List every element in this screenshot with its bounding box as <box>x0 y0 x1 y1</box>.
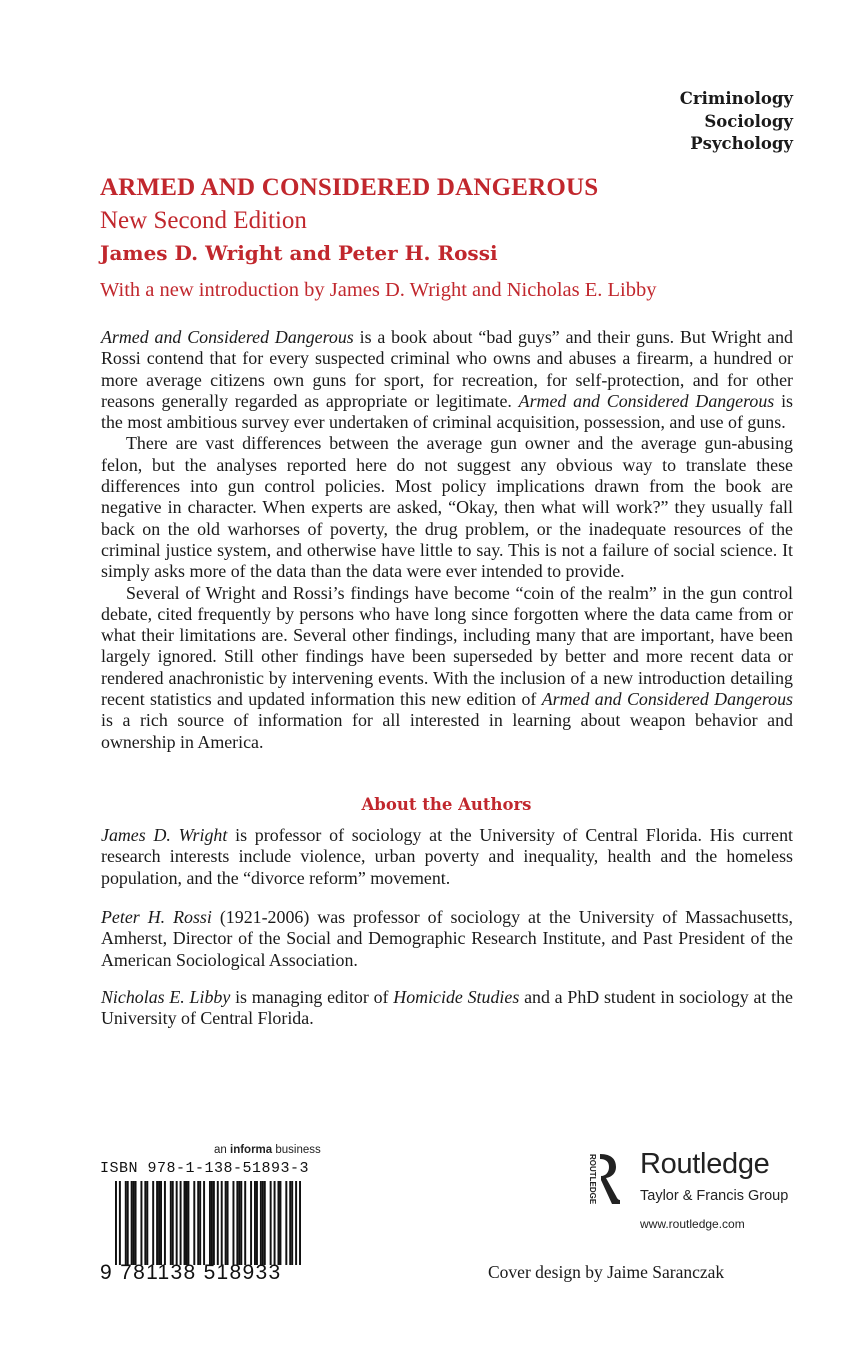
barcode-bar <box>264 1181 266 1265</box>
barcode-bar <box>236 1181 238 1265</box>
barcode-bar <box>278 1181 280 1265</box>
barcode-bar <box>158 1181 160 1265</box>
barcode-bar <box>211 1181 213 1265</box>
barcode-bar <box>238 1181 240 1265</box>
barcode-bar <box>289 1181 291 1265</box>
barcode-bar <box>203 1181 205 1265</box>
barcode-bar <box>232 1181 234 1265</box>
barcode-bar <box>156 1181 158 1265</box>
barcode-bar <box>160 1181 162 1265</box>
barcode-bar <box>213 1181 215 1265</box>
barcode-bar <box>127 1181 129 1265</box>
subject-label: Criminology <box>679 89 793 108</box>
informa-business-tag: an informa business <box>214 1144 321 1156</box>
title-reference: Armed and Considered Dangerous <box>541 689 794 710</box>
author-name: Nicholas E. Libby <box>101 987 231 1007</box>
publisher-name: Routledge <box>640 1148 770 1180</box>
barcode-bar <box>164 1181 166 1265</box>
routledge-logo-icon <box>582 1150 622 1208</box>
barcode-bar <box>176 1181 178 1265</box>
barcode-bar <box>225 1181 227 1265</box>
description-paragraph: There are vast differences between the average gun owner and the average gun-abusing felon, but the analyses reported here do not suggest any obvious way to translate these differences into gun control policies. Most policy implications drawn from the book are negative in character. When experts are asked, “Okay, then what will work?” they usually fall back on the old warhorses of poverty, the drug problem, or the inadequate resources of the criminal justice system, and otherwise have little to say. This is not a failure of social science. It simply asks more of the data than the data were ever intended to provide. <box>101 433 793 582</box>
barcode-bar <box>217 1181 219 1265</box>
barcode-bar <box>172 1181 174 1265</box>
barcode-bar <box>291 1181 293 1265</box>
barcode-bar <box>274 1181 276 1265</box>
barcode-bar <box>262 1181 264 1265</box>
author-name: Peter H. Rossi <box>101 907 212 927</box>
book-authors: James D. Wright and Peter H. Rossi <box>100 241 498 265</box>
barcode-bar <box>279 1181 281 1265</box>
barcode-bar <box>140 1181 142 1265</box>
barcode-bar <box>221 1181 223 1265</box>
book-description <box>101 327 793 753</box>
journal-title: Homicide Studies <box>393 987 520 1007</box>
barcode-bar <box>256 1181 258 1265</box>
barcode-bar <box>240 1181 242 1265</box>
barcode-digits: 9 781138 518933 <box>100 1261 282 1284</box>
barcode-bar <box>299 1181 301 1265</box>
barcode-bar <box>152 1181 154 1265</box>
barcode-bar <box>125 1181 127 1265</box>
barcode-bar <box>227 1181 229 1265</box>
publisher-group: Taylor & Francis Group <box>640 1188 789 1204</box>
barcode-bar <box>119 1181 121 1265</box>
barcode-bar <box>135 1181 137 1265</box>
barcode-bar <box>193 1181 195 1265</box>
barcode-bar <box>170 1181 172 1265</box>
barcode-bar <box>131 1181 133 1265</box>
barcode-bar <box>209 1181 211 1265</box>
description-paragraph: Armed and Considered Dangerous is a book about “bad guys” and their guns. But Wright and Rossi contend that for every suspected criminal who owns and abuses a firearm, a hundred or more average citizens own guns for sport, for recreation, for self-protection, and for other reasons generally regarded as appropriate or legitimate. Armed and Considered Dangerous is the most ambitious survey ever undertaken of criminal acquisition, possession, and use of guns. <box>101 327 794 433</box>
introduction-credit: With a new introduction by James D. Wright and Nicholas E. Libby <box>100 279 657 301</box>
author-name: James D. Wright <box>101 825 228 845</box>
barcode-bar <box>180 1181 182 1265</box>
barcode-bar <box>250 1181 252 1265</box>
subject-categories <box>680 88 793 156</box>
barcode-bar <box>254 1181 256 1265</box>
isbn-number: ISBN 978-1-138-51893-3 <box>100 1160 310 1177</box>
barcode-bar <box>184 1181 186 1265</box>
barcode-bar <box>133 1181 135 1265</box>
cover-design-credit: Cover design by Jaime Saranczak <box>488 1262 725 1282</box>
barcode <box>115 1181 301 1265</box>
description-paragraph: Several of Wright and Rossi’s findings have become “coin of the realm” in the gun control debate, cited frequently by persons who have long since forgotten where the data came from or what their limitations are. Several other findings, including many that are important, have been largely ignored. Still other findings have been superseded by better and more recent data or rendered anachronistic by intervening events. With the inclusion of a new introduction detailing recent statistics and updated information this new edition of Armed and Considered Dangerous is a rich source of information for all interested in learning about weapon behavior and ownership in America. <box>101 582 794 752</box>
subject-label: Psychology <box>690 134 793 153</box>
title-reference: Armed and Considered Dangerous <box>101 327 354 347</box>
author-bio-wright: James D. Wright is professor of sociology at the University of Central Florida. His current research interests include violence, urban poverty and inequality, health and the homeless population, and the “divorce reform” movement. <box>101 825 793 888</box>
subject-label: Sociology <box>704 111 793 131</box>
author-bio-libby: Nicholas E. Libby is managing editor of Homicide Studies and a PhD student in sociology at the University of Central Florida. <box>101 987 793 1029</box>
barcode-bar <box>144 1181 146 1265</box>
barcode-bar <box>285 1181 287 1265</box>
edition-label: New Second Edition <box>100 207 307 234</box>
barcode-bar <box>197 1181 199 1265</box>
barcode-bar <box>270 1181 272 1265</box>
about-authors-heading: About the Authors <box>361 795 532 814</box>
barcode-bar <box>146 1181 148 1265</box>
publisher-url: www.routledge.com <box>640 1217 745 1231</box>
svg-text:ROUTLEDGE: ROUTLEDGE <box>588 1154 597 1205</box>
barcode-bar <box>187 1181 189 1265</box>
title-reference: Armed and Considered Dangerous <box>518 390 775 411</box>
barcode-bar <box>199 1181 201 1265</box>
barcode-bar <box>244 1181 246 1265</box>
author-bio-rossi: Peter H. Rossi (1921-2006) was professor of sociology at the University of Massachusetts, Amherst, Director of the Social and Demographic Research Institute, and Past President of the American Sociological Association. <box>101 907 793 970</box>
barcode-bar <box>185 1181 187 1265</box>
barcode-bar <box>295 1181 297 1265</box>
barcode-bar <box>115 1181 117 1265</box>
book-title: ARMED AND CONSIDERED DANGEROUS <box>100 174 599 201</box>
barcode-bar <box>260 1181 262 1265</box>
